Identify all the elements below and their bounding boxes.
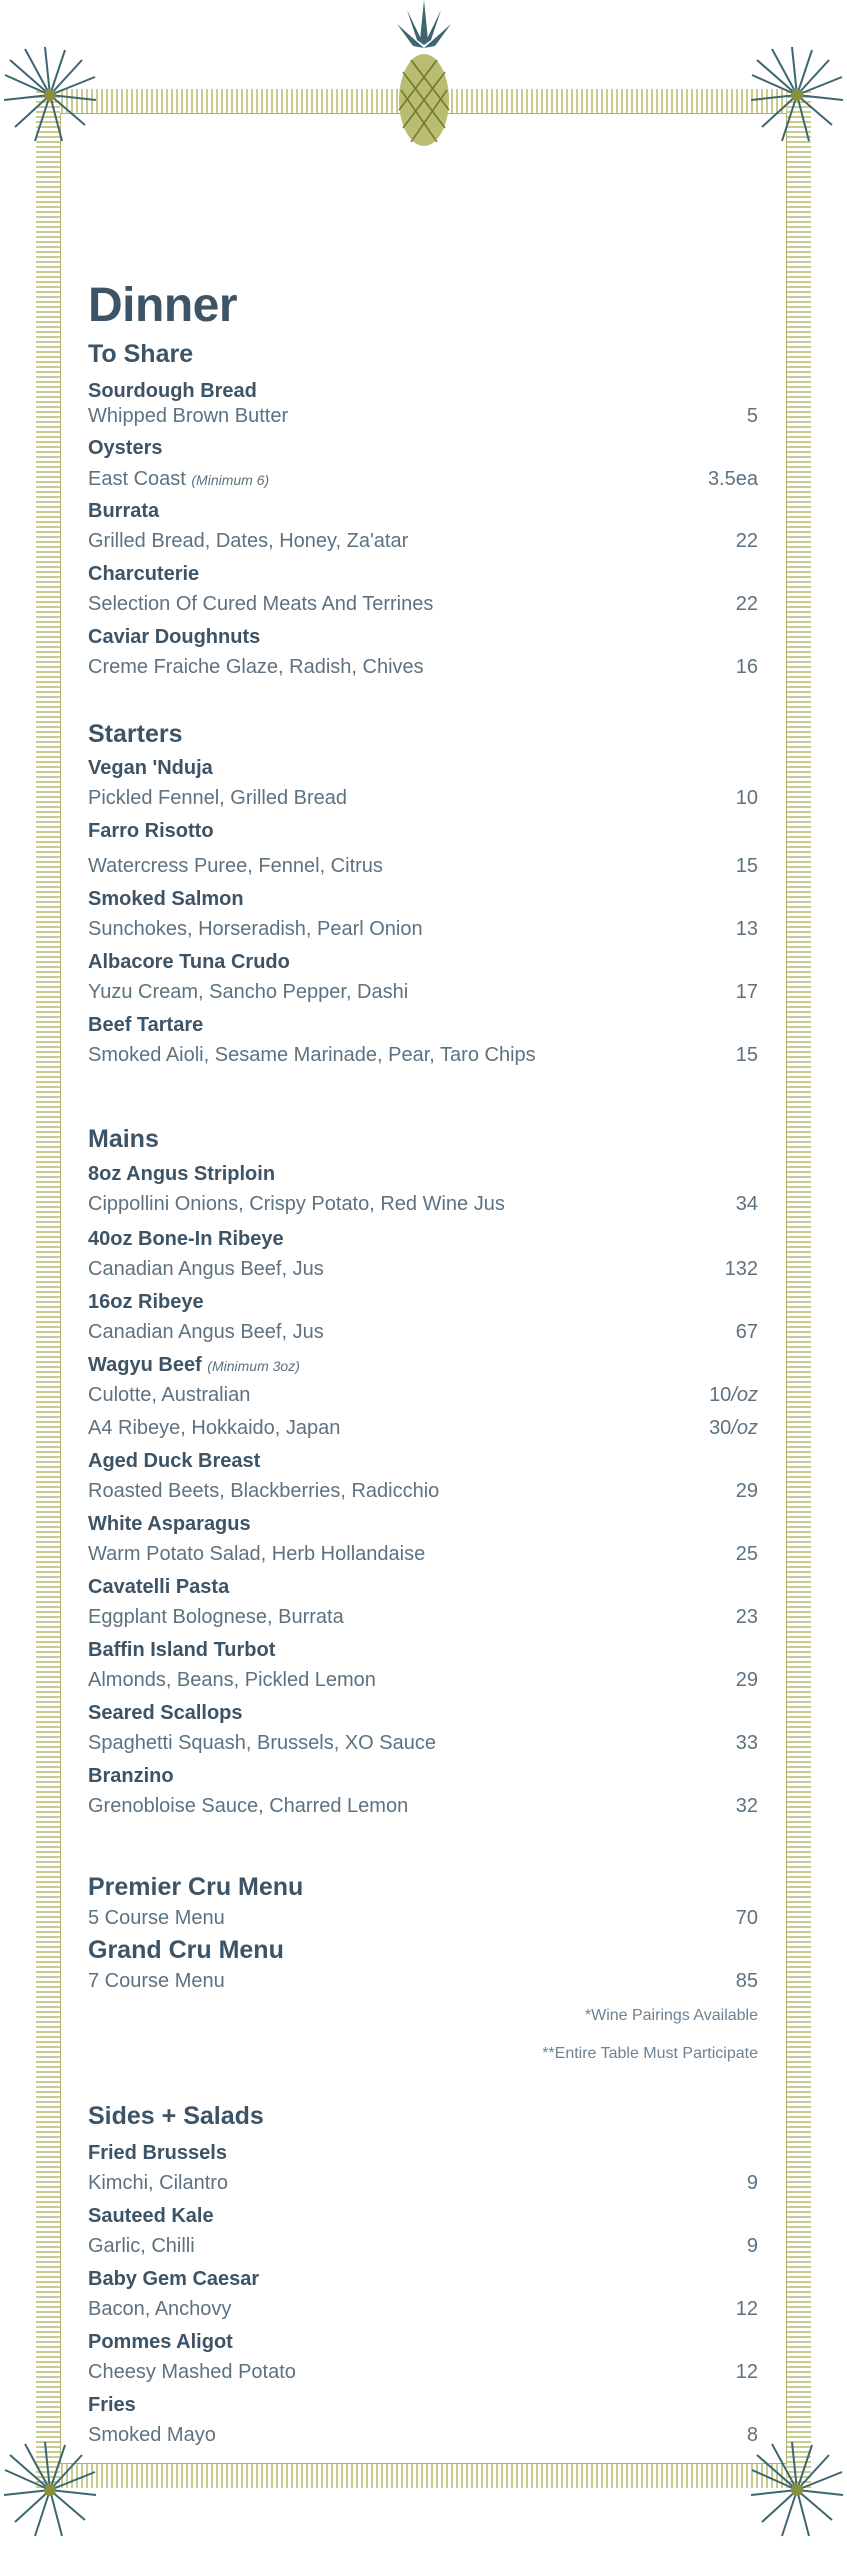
palm-corner-icon [747, 45, 847, 145]
menu-item-name: Beef Tartare [88, 1014, 204, 1036]
menu-item-desc: Creme Fraiche Glaze, Radish, Chives [88, 656, 424, 678]
menu-item-desc: Eggplant Bolognese, Burrata [88, 1606, 344, 1628]
menu-item-name: Sauteed Kale [88, 2205, 214, 2227]
menu-item-desc: Pickled Fennel, Grilled Bread [88, 787, 348, 809]
menu-item-price: 17 [735, 981, 758, 1003]
menu-item-name: Wagyu Beef (Minimum 3oz) [88, 1354, 300, 1376]
menu-item-price: 34 [735, 1193, 758, 1215]
menu-item-desc: Whipped Brown Butter [88, 405, 289, 427]
menu-item-desc: Roasted Beets, Blackberries, Radicchio [88, 1480, 440, 1502]
menu-border-left [36, 89, 60, 2488]
menu-item-desc: Canadian Angus Beef, Jus [88, 1321, 324, 1343]
menu-item-name: 16oz Ribeye [88, 1291, 204, 1313]
menu-item-price: 8 [746, 2424, 758, 2446]
menu-border-right [787, 89, 811, 2488]
menu-item-price: 3.5ea [707, 468, 758, 490]
menu-item-name: Vegan 'Nduja [88, 757, 213, 779]
menu-item-name: Oysters [88, 437, 163, 459]
menu-item-desc: Kimchi, Cilantro [88, 2172, 229, 2194]
menu-item-name: Charcuterie [88, 563, 200, 585]
menu-item-name: Caviar Doughnuts [88, 626, 261, 648]
menu-item-desc: Cippollini Onions, Crispy Potato, Red Wine Jus [88, 1193, 505, 1215]
menu-item-name: Pommes Aligot [88, 2331, 233, 2353]
menu-item-name: Baby Gem Caesar [88, 2268, 260, 2290]
menu-item-desc: Selection Of Cured Meats And Terrines [88, 593, 434, 615]
menu-item-name: Aged Duck Breast [88, 1450, 261, 1472]
menu-item-name: Seared Scallops [88, 1702, 243, 1724]
menu-item-desc: Cheesy Mashed Potato [88, 2361, 296, 2383]
menu-item-name: Sourdough Bread [88, 380, 257, 402]
menu-item-desc: Spaghetti Squash, Brussels, XO Sauce [88, 1732, 436, 1754]
menu-item-price: 12 [735, 2298, 758, 2320]
menu-item-desc: Smoked Mayo [88, 2424, 216, 2446]
pineapple-icon [393, 0, 455, 150]
menu-item-price: 10/oz [709, 1384, 758, 1406]
section-heading-mains: Mains [88, 1125, 159, 1153]
menu-item-price: 29 [735, 1669, 758, 1691]
menu-item-price: 13 [735, 918, 758, 940]
menu-item-name: Fries [88, 2394, 136, 2416]
menu-item-name: Farro Risotto [88, 820, 214, 842]
menu-item-desc: Smoked Aioli, Sesame Marinade, Pear, Taro Chips [88, 1044, 536, 1066]
menu-item-desc: Sunchokes, Horseradish, Pearl Onion [88, 918, 423, 940]
menu-item-name: Burrata [88, 500, 160, 522]
menu-item-price: 32 [735, 1795, 758, 1817]
menu-item-name: Smoked Salmon [88, 888, 244, 910]
minimum-note: (Minimum 3oz) [207, 1358, 300, 1374]
table-participation-note: **Entire Table Must Participate [542, 2045, 758, 2062]
menu-item-desc: Bacon, Anchovy [88, 2298, 232, 2320]
menu-item-desc: Almonds, Beans, Pickled Lemon [88, 1669, 376, 1691]
menu-item-name: 40oz Bone-In Ribeye [88, 1228, 284, 1250]
menu-item-name: Fried Brussels [88, 2142, 227, 2164]
menu-item-price: 29 [735, 1480, 758, 1502]
palm-corner-icon [0, 45, 100, 145]
menu-item-desc: A4 Ribeye, Hokkaido, Japan [88, 1417, 341, 1439]
menu-item-name: Branzino [88, 1765, 174, 1787]
menu-item-price: 15 [735, 855, 758, 877]
menu-item-desc: East Coast (Minimum 6) [88, 468, 270, 490]
menu-item-price: 15 [735, 1044, 758, 1066]
menu-item-price: 33 [735, 1732, 758, 1754]
menu-item-price: 5 [746, 405, 758, 427]
palm-corner-icon [0, 2440, 100, 2540]
section-heading-premier-cru: Premier Cru Menu [88, 1873, 304, 1901]
menu-item-desc: Warm Potato Salad, Herb Hollandaise [88, 1543, 426, 1565]
menu-item-desc: Culotte, Australian [88, 1384, 251, 1406]
menu-item-desc: Watercress Puree, Fennel, Citrus [88, 855, 383, 877]
menu-item-price: 22 [735, 593, 758, 615]
section-heading-starters: Starters [88, 720, 183, 748]
menu-item-desc: Yuzu Cream, Sancho Pepper, Dashi [88, 981, 409, 1003]
menu-item-price: 9 [746, 2235, 758, 2257]
menu-item-desc: Grilled Bread, Dates, Honey, Za'atar [88, 530, 409, 552]
menu-item-name: Baffin Island Turbot [88, 1639, 276, 1661]
menu-item-price: 9 [746, 2172, 758, 2194]
palm-corner-icon [747, 2440, 847, 2540]
menu-item-desc: 7 Course Menu [88, 1970, 225, 1992]
menu-item-price: 10 [735, 787, 758, 809]
section-heading-sides: Sides + Salads [88, 2102, 264, 2130]
menu-item-price: 85 [735, 1970, 758, 1992]
menu-item-price: 16 [735, 656, 758, 678]
menu-item-price: 132 [724, 1258, 758, 1280]
menu-item-name: White Asparagus [88, 1513, 251, 1535]
section-heading-to-share: To Share [88, 340, 194, 368]
menu-item-price: 22 [735, 530, 758, 552]
menu-item-desc: Garlic, Chilli [88, 2235, 195, 2257]
wine-pairing-note: *Wine Pairings Available [584, 2007, 758, 2024]
menu-item-price: 30/oz [709, 1417, 758, 1439]
menu-item-name: Cavatelli Pasta [88, 1576, 230, 1598]
menu-item-name: 8oz Angus Striploin [88, 1163, 276, 1185]
menu-item-desc: 5 Course Menu [88, 1907, 225, 1929]
menu-item-price: 70 [735, 1907, 758, 1929]
menu-item-name: Albacore Tuna Crudo [88, 951, 290, 973]
menu-item-price: 67 [735, 1321, 758, 1343]
menu-item-desc: Grenobloise Sauce, Charred Lemon [88, 1795, 409, 1817]
menu-item-price: 12 [735, 2361, 758, 2383]
menu-item-price: 23 [735, 1606, 758, 1628]
menu-item-price: 25 [735, 1543, 758, 1565]
menu-item-desc: Canadian Angus Beef, Jus [88, 1258, 324, 1280]
section-heading-grand-cru: Grand Cru Menu [88, 1936, 284, 1964]
minimum-note: (Minimum 6) [191, 472, 270, 488]
menu-title: Dinner [88, 279, 238, 332]
